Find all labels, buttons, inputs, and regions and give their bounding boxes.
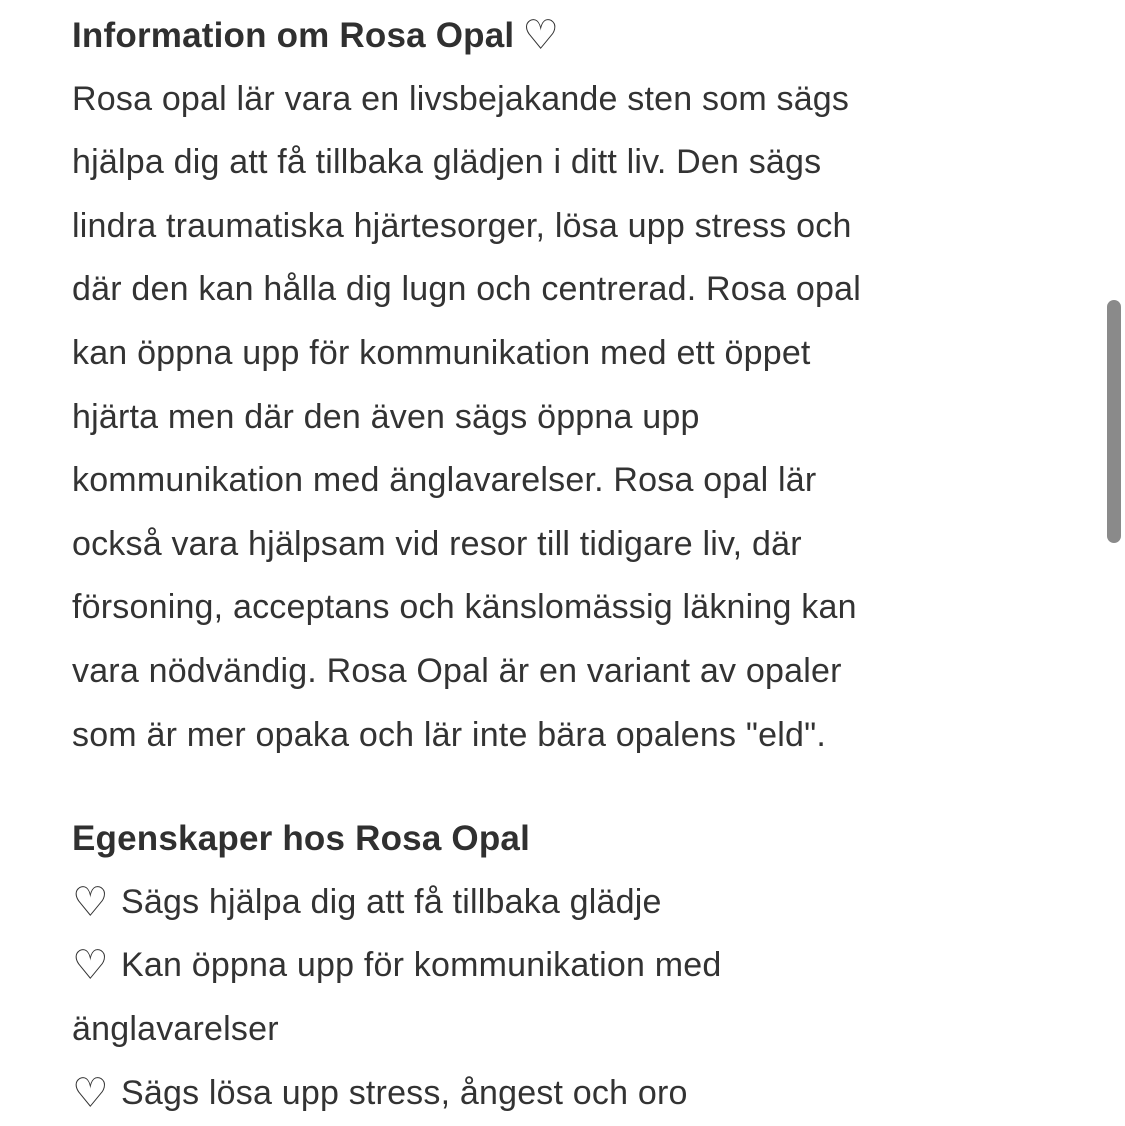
property-item-text: änglavarelser [72, 1009, 279, 1048]
heart-icon: ♡ [72, 877, 109, 926]
paragraph-line: Rosa opal lär vara en livsbejakande sten som sägs [72, 79, 850, 118]
heart-icon: ♡ [72, 1068, 109, 1117]
paragraph-line: som är mer opaka och lär inte bära opalens "eld". [72, 715, 826, 754]
info-paragraph [72, 68, 1017, 768]
property-item-continuation [72, 998, 1017, 1062]
property-item [72, 1062, 1017, 1126]
properties-list [72, 871, 1017, 1125]
properties-section-title: Egenskaper hos Rosa Opal [72, 819, 531, 859]
paragraph-line: lindra traumatiska hjärtesorger, lösa upp stress och [72, 206, 852, 245]
paragraph-line: hjälpa dig att få tillbaka glädjen i ditt liv. Den sägs [72, 143, 822, 182]
product-description-content [72, 4, 1017, 1125]
paragraph-line: också vara hjälpsam vid resor till tidigare liv, där [72, 524, 802, 563]
paragraph-line: försoning, acceptans och känslomässig läkning kan [72, 588, 857, 627]
property-item [72, 934, 1017, 998]
paragraph-line: kan öppna upp för kommunikation med ett öppet [72, 333, 811, 372]
property-item-text: Sägs lösa upp stress, ångest och oro [120, 1073, 688, 1112]
paragraph-line: kommunikation med änglavarelser. Rosa opal lär [72, 461, 817, 500]
info-section-title-text: Information om Rosa Opal [72, 16, 515, 55]
paragraph-line: där den kan hålla dig lugn och centrerad. Rosa opal [72, 270, 861, 309]
property-item-text: Kan öppna upp för kommunikation med [120, 946, 722, 985]
scrollbar-thumb[interactable] [1107, 300, 1121, 543]
heart-icon: ♡ [72, 941, 109, 990]
paragraph-line: hjärta men där den även sägs öppna upp [72, 397, 700, 436]
property-item-text: Sägs hjälpa dig att få tillbaka glädje [120, 882, 662, 921]
paragraph-line: vara nödvändig. Rosa Opal är en variant av opaler [72, 651, 842, 690]
info-section-title [72, 4, 1017, 68]
property-item [72, 871, 1017, 935]
heart-icon: ♡ [522, 11, 560, 59]
